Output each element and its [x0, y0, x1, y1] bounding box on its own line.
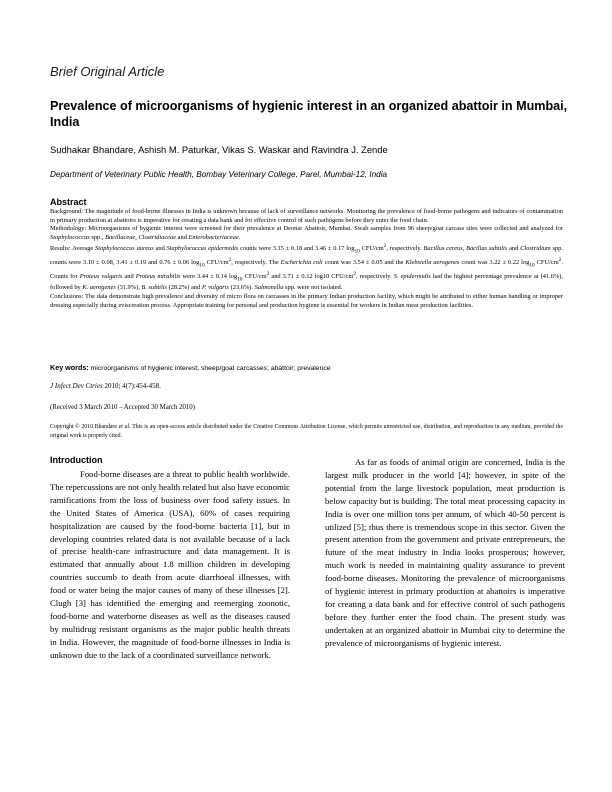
organism-name: Staphylococcus aureus: [95, 245, 154, 253]
affiliation: Department of Veterinary Public Health, Bombay Veterinary College, Parel, Mumbai-12, India: [50, 170, 388, 179]
conclusions-text: The data demonstrate high prevalence and diversity of micro flora on carcasses in the primary Indian production facility, which might be attributed to either human handling or improper dressing especially during evisceration process. Appropriate training for personal and production hygiene is essential for workers in Indian meat production facilities.: [50, 292, 564, 309]
methodology-text: Microorganisms of hygienic interest were screened for their prevalence at Deonar Abattoir, Mumbai. Swab samples from 96 sheep/goat carcass sites were collected and analyzed for: [88, 225, 563, 233]
results-text: spp. counts were 3.10 ± 0.08, 3.41 ± 0.19 and 0.76 ± 0.06 log: [50, 245, 563, 267]
abstract-conclusions: [50, 293, 563, 310]
subscript: 10: [237, 276, 243, 283]
keywords-label: Key words:: [50, 363, 89, 372]
results-text: (31.9%),: [117, 284, 140, 292]
methodology-text: and: [177, 233, 187, 241]
results-text: CFU/cm: [536, 259, 559, 267]
organism-name: Proteus vulgaris: [79, 273, 123, 281]
results-text: CFU/cm: [361, 245, 384, 253]
organism-name: S. epidermidis: [393, 273, 431, 281]
section-heading-introduction: Introduction: [50, 455, 103, 465]
abstract-results: [50, 242, 563, 293]
results-text: , respectively. The: [231, 259, 279, 267]
results-text: and 3.71 ± 0.12 log10 CFU/cm: [271, 273, 354, 281]
background-text: The magnitude of food-borne illnesses in India is unknown because of lack of surveillance networks. Monitoring the prevalence of food-borne pathogens and indicators of contamination in primary production at abattoirs is imperative for creating a data bank and for effective control of such pathogens before they enter the food chain.: [50, 208, 563, 224]
organism-name: Escherichia coli: [280, 259, 323, 267]
results-text: , respectively.: [386, 245, 422, 253]
keywords: [50, 363, 563, 372]
results-text: CFU/cm: [244, 273, 267, 281]
received-accepted-dates: (Received 3 March 2010 – Accepted 30 March 2010): [50, 404, 195, 411]
abstract-methodology: [50, 225, 563, 242]
results-text: . Counts for: [50, 259, 563, 281]
results-text: CFU/cm: [206, 259, 229, 267]
copyright-lead: Copyright © 2010 Bhandare: [50, 424, 117, 430]
organism-name: Clostridium: [520, 245, 551, 253]
results-text: count was 3.54 ± 0.05 and the: [324, 259, 404, 267]
organism-name: Bacillus cereus, Bacillus subtilis: [423, 245, 508, 253]
author-list: Sudhakar Bhandare, Ashish M. Paturkar, Vikas S. Waskar and Ravindra J. Zende: [50, 144, 388, 155]
results-text: and: [155, 245, 165, 253]
article-type: Brief Original Article: [50, 64, 165, 79]
results-text: count was 3.22 ± 0.22 log: [461, 259, 530, 267]
organism-name: Enterobacteriaceae.: [188, 233, 241, 241]
organism-name: Klebsiella aerogenes: [405, 259, 460, 267]
results-label: Results:: [50, 245, 71, 253]
conclusions-label: Conclusions:: [50, 292, 84, 300]
organism-name: Proteus mirabilis: [135, 273, 181, 281]
copyright-rest: This is an open-access article distributed under the Creative Commons Attribution License, which permits unrestricted use, distribution, and reproduction in any medium, provided the original work is properly cited.: [50, 424, 564, 439]
results-text: Average: [72, 245, 94, 253]
copyright-notice: [50, 423, 563, 440]
results-text: counts were 3.15 ± 0.18 and 3.46 ± 0.17 log: [240, 245, 355, 253]
body-column-right: [325, 456, 565, 650]
results-text: were 3.44 ± 0.14 log: [182, 273, 238, 281]
journal-name: J Infect Dev Ctries: [50, 382, 103, 390]
organism-name: B. subtilis: [141, 284, 167, 292]
organism-name: K. aerogenes: [82, 284, 116, 292]
results-text: and: [509, 245, 519, 253]
methodology-label: Methodology:: [50, 225, 87, 233]
keywords-text: microorganisms of hygienic interest; sheep/goat carcasses; abattoir; prevalence: [90, 365, 331, 372]
abstract-body: [50, 208, 563, 310]
results-text: (23.6%).: [230, 284, 254, 292]
results-text: and: [124, 273, 134, 281]
superscript: 2: [383, 243, 387, 250]
organism-name: P. vulgaris: [201, 284, 230, 292]
results-text: , respectively.: [355, 273, 392, 281]
background-label: Background:: [50, 208, 84, 215]
article-title: Prevalence of microorganisms of hygienic interest in an organized abattoir in Mumbai, India: [50, 99, 568, 129]
results-text: (28.2%) and: [168, 284, 201, 292]
copyright-etal: et al.: [118, 424, 131, 430]
superscript: 2: [558, 257, 562, 264]
superscript: 2: [266, 271, 270, 278]
citation: [50, 382, 161, 390]
superscript: 2: [353, 271, 356, 278]
intro-paragraph-1: Food-borne diseases are a threat to public health worldwide. The repercussions are not only health related but also have economic ramifications from the loss of business over food safety issues. In the United States of America (USA), 60% of cases requiring hospitalization are caused by the food-borne bacteria [1], but in developing countries related data is not available because of a lack of precise health-care infrastructure and data management. It is estimated that annually about 1.8 million children in developing countries succumb to death from acute diarrhoeal illnesses, with food or water being the major causes of many of these illnesses [2]. Clugh [3] has identified the emerging and reemerging zoonotic, food-borne and waterborne diseases as well as the diseases caused by multidrug resistant organisms as the major public health threats in India. However, the magnitude of food-borne illnesses in India is unknown due to the lack of a coordinated surveillance network.: [50, 469, 290, 660]
organism-name: Bacillaceae, Clostridiaceae: [105, 233, 177, 241]
abstract-heading: Abstract: [50, 197, 87, 207]
intro-paragraph-2: As far as foods of animal origin are concerned, India is the largest milk producer in the world [4]; however, in spite of the potential from the large livestock population, meat production is below capacity but is building. The total meat processing capacity in India is over one million tons per annum, of which 40-50 percent is utilized [5]; thus there is tremendous scope in this sector. Given the present attention from the government and private entrepreneurs, the future of the meat industry in India looks prosperous; however, much work is needed in maintaining quality assurance to prevent food-borne diseases. Monitoring the prevalence of microorganisms of hygienic interest in primary production at abattoirs is imperative for creating a data bank and for effective control of such pathogens before they further enter the food chain. The present study was undertaken at an organized abattoir in Mumbai city to determine the prevalence of microorganisms of hygienic interest.: [325, 457, 565, 648]
subscript: 10: [199, 262, 205, 269]
methodology-text: spp.,: [91, 233, 104, 241]
results-text: spp. were not isolated.: [285, 284, 343, 292]
citation-details: 2010; 4(7):454-458.: [104, 382, 161, 390]
organism-name: Staphylococcus: [50, 233, 90, 241]
abstract-background: [50, 208, 563, 225]
results-text: had the highest percentage prevalence at (41.6%), followed by: [50, 273, 563, 292]
superscript: 2: [228, 257, 232, 264]
subscript: 10: [529, 262, 535, 269]
body-column-left: [50, 468, 290, 662]
organism-name: Salmonella: [254, 284, 284, 292]
organism-name: Staphylococcus epidermidis: [166, 245, 239, 253]
subscript: 10: [354, 248, 360, 255]
